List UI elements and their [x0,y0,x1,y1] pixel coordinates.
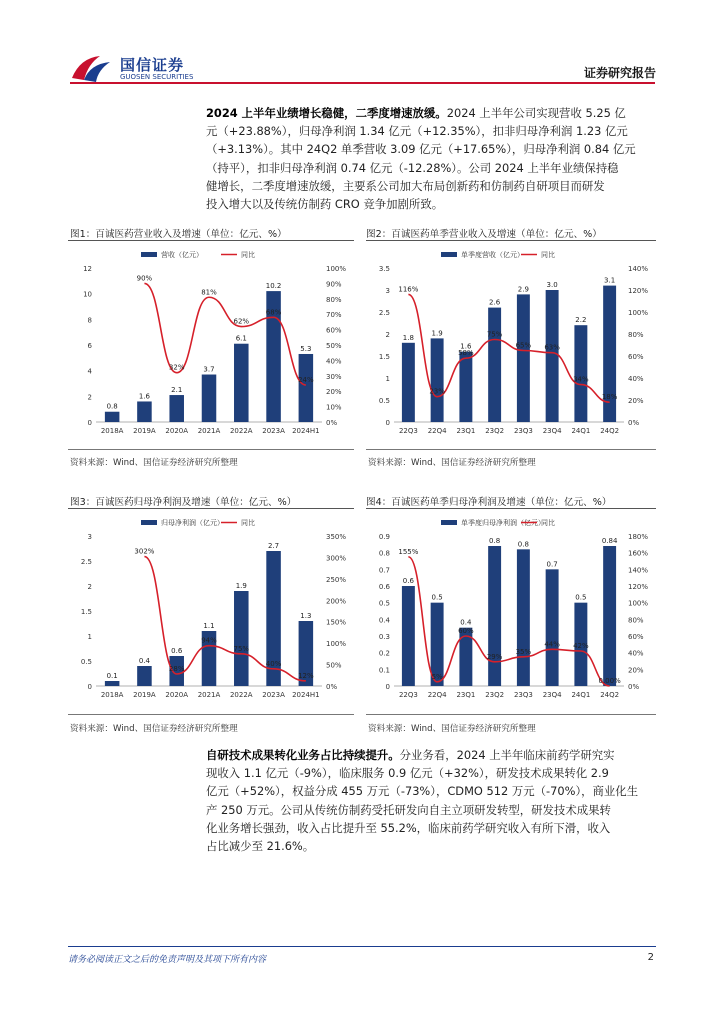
right-axis-tick: 0% [628,683,640,691]
x-tick-label: 24Q2 [600,427,620,435]
right-axis-tick: 150% [326,618,347,627]
right-axis-tick: 60% [628,633,644,641]
x-tick-label: 24Q1 [571,691,591,699]
line-data-label: 24% [298,376,314,385]
bar-data-label: 1.6 [138,392,150,401]
legend-bar-label: 归母净利润（亿元） [161,519,224,527]
bar-data-label: 2.7 [268,542,280,550]
line-data-label: 12% [298,671,314,680]
x-tick-label: 2021A [197,427,221,435]
para2-line: 产 250 万元。公司从传统仿制药受托研发向自主立项研发转型，研发技术成果转 [206,802,611,817]
para2-bold: 自研技术成果转化业务占比持续提升。 [206,748,400,762]
right-axis-tick: 20% [326,388,342,397]
bar-data-label: 0.84 [601,537,618,545]
legend-bar-label: 营收（亿元） [161,251,203,259]
fig1-source: 资料来源：Wind、国信证券经济研究所整理 [70,458,238,468]
para2-line: 亿元（+52%），权益分成 455 万元（-73%），CDMO 512 万元（-70%），商业化生 [206,784,639,799]
bar [137,666,152,686]
left-axis-tick: 6 [87,342,92,350]
right-axis-tick: 250% [326,575,347,584]
left-axis-tick: 0 [87,683,92,691]
right-axis-tick: 40% [628,375,644,383]
x-tick-label: 2019A [133,427,156,435]
line-data-label: 75% [233,644,250,653]
right-axis-tick: 140% [628,566,649,575]
line-data-label: 62% [233,317,250,326]
x-tick-label: 23Q2 [485,427,505,435]
bar [546,569,559,686]
bar-data-label: 1.8 [402,333,414,342]
chart-netprofit-quarterly [366,512,656,708]
right-axis-tick: 40% [628,649,644,658]
bar [574,325,587,422]
line-data-label: 60% [458,627,474,635]
para1-line: （持平），扣非归母净利润 0.74 亿元（-12.28%）。公司 2024 上半年业绩保持稳 [206,160,619,175]
bar [169,395,184,422]
left-axis-tick: 1.5 [80,608,92,616]
legend-line-label: 同比 [541,519,555,527]
para1-line: （+3.13%）。其中 24Q2 单季营收 3.09 亿元（+17.65%），归母净利润 0.84 亿元 [206,142,636,157]
right-axis-tick: 100% [326,265,347,273]
fig2-source: 资料来源：Wind、国信证券经济研究所整理 [368,458,536,468]
left-axis-tick: 0.6 [378,583,390,591]
bar-data-label: 0.7 [546,560,558,569]
legend-bar-label: 单季度营收（亿元） [461,251,524,259]
bar-data-label: 1.6 [460,342,472,351]
left-axis-tick: 0.2 [378,649,390,658]
right-axis-tick: 80% [326,295,342,304]
line-data-label: 94% [201,636,217,645]
right-axis-tick: 40% [326,357,342,366]
bar [488,308,501,422]
right-axis-tick: 100% [628,599,649,608]
bar-data-label: 0.5 [575,593,587,602]
para2-line: 现收入 1.1 亿元（-9%），临床服务 0.9 亿元（+32%），研发技术成果转化 2.9 [206,766,609,781]
chart-revenue-annual [68,244,354,444]
para2-line: 化业务增长强劲，收入占比提升至 55.2%，临床前药学研究收入有所下滑，收入 [206,820,611,835]
right-axis-tick: 50% [326,661,342,670]
line-data-label: 65% [515,341,532,350]
right-axis-tick: 120% [628,287,649,295]
right-axis-tick: 60% [628,353,644,361]
bar [603,546,616,686]
right-axis-tick: 70% [326,311,342,320]
bar-data-label: 0.4 [138,657,150,665]
legend-line-label: 同比 [541,251,555,259]
x-tick-label: 2019A [133,691,156,699]
report-type: 证券研究报告 [583,66,656,80]
left-axis-tick: 10 [83,290,92,299]
bar [234,344,249,422]
x-tick-label: 22Q4 [427,691,447,699]
left-axis-tick: 0.5 [80,658,92,666]
bar-data-label: 3.0 [546,281,558,289]
right-axis-tick: 20% [628,397,644,405]
x-tick-label: 2024H1 [292,691,320,699]
right-axis-tick: 10% [326,403,342,412]
line-data-label: 18% [601,393,618,402]
right-axis-tick: 30% [326,372,342,381]
x-tick-label: 24Q2 [600,691,620,699]
left-axis-tick: 8 [87,316,92,325]
right-axis-tick: 60% [326,326,342,335]
right-axis-tick: 300% [326,554,347,563]
right-axis-tick: 80% [628,331,644,339]
x-tick-label: 2018A [100,691,124,699]
bar [488,546,501,686]
left-axis-tick: 2 [87,583,92,591]
x-tick-label: 24Q1 [571,427,591,435]
line-data-label: 35% [515,647,532,656]
left-axis-tick: 0.5 [378,397,390,405]
left-axis-tick: 3.5 [378,265,390,273]
legend-bar-swatch [441,252,457,257]
para1-line: 元（+23.88%），归母净利润 1.34 亿元（+12.35%），扣非归母净利润 1.23 亿元 [206,124,628,139]
bar-data-label: 3.1 [604,276,616,285]
x-tick-label: 23Q2 [485,691,505,699]
left-axis-tick: 0.9 [378,533,390,541]
right-axis-tick: 140% [628,265,649,273]
x-tick-label: 23Q4 [542,691,562,699]
x-tick-label: 2024H1 [292,427,320,435]
right-axis-tick: 200% [326,597,347,606]
bar [402,586,415,686]
left-axis-tick: 0 [385,683,390,691]
right-axis-tick: 90% [326,280,342,289]
left-axis-tick: 2 [87,393,92,402]
bar-data-label: 2.1 [171,386,183,395]
bar-data-label: 0.4 [460,618,472,627]
bar [402,343,415,422]
bar-data-label: 0.8 [106,402,118,411]
bar-data-label: 1.1 [203,622,215,630]
guosen-logo [70,52,205,84]
line-data-label: 5% [431,672,443,681]
bar-data-label: 2.6 [489,298,501,307]
right-axis-tick: 80% [628,616,644,625]
bar-data-label: 1.9 [431,329,443,338]
guosen-logo-icon [70,52,116,84]
para2-line: 占比减少至 21.6%。 [206,839,315,854]
line-data-label: 32% [168,363,185,372]
bar [517,294,530,422]
bar [431,338,444,422]
fig3-source: 资料来源：Wind、国信证券经济研究所整理 [70,724,238,734]
chart-revenue-quarterly [366,244,656,444]
line-data-label: 58% [458,349,474,358]
x-tick-label: 23Q3 [513,427,533,435]
para2-line: 分业务看，2024 上半年临床前药学研究实 [399,748,615,762]
right-axis-tick: 350% [326,533,347,541]
right-axis-tick: 0% [326,419,338,427]
bar-data-label: 3.7 [203,365,215,374]
line-data-label: 81% [201,288,217,297]
bar [546,290,559,422]
yoy-line [144,557,305,681]
left-axis-tick: 0 [385,419,390,427]
left-axis-tick: 3 [385,287,390,295]
bar [137,401,152,422]
left-axis-tick: 1 [385,375,390,383]
para1-line: 投入增大以及传统仿制药 CRO 竞争加剧所致。 [206,197,444,212]
fig4-source: 资料来源：Wind、国信证券经济研究所整理 [368,724,536,734]
line-data-label: 42% [573,642,589,650]
x-tick-label: 23Q1 [456,691,476,699]
bar [299,354,314,422]
bar [234,591,249,686]
bar [459,352,472,422]
line-data-label: 34% [573,375,589,384]
right-axis-tick: 20% [628,666,644,675]
x-tick-label: 22Q3 [398,691,418,699]
left-axis-tick: 3 [87,533,92,541]
x-tick-label: 2021A [197,691,221,699]
left-axis-tick: 0.4 [378,616,390,625]
line-data-label: 68% [265,308,282,317]
bar-data-label: 0.6 [171,647,183,655]
bar-data-label: 1.9 [235,582,247,590]
legend-line-label: 同比 [241,519,255,527]
x-tick-label: 23Q1 [456,427,476,435]
bar-data-label: 5.3 [300,344,312,353]
fig3-title: 图3：百诚医药归母净利润及增速（单位：亿元、%） [70,497,297,508]
fig3-top-rule [68,508,354,509]
fig1-top-rule [68,240,354,241]
left-axis-tick: 2.5 [80,558,92,566]
bar [105,681,120,686]
left-axis-tick: 0.5 [378,599,390,608]
line-data-label: 63% [544,343,560,352]
fig1-bottom-rule [68,449,354,450]
right-axis-tick: 180% [628,533,649,541]
line-data-label: 29% [486,652,503,661]
line-data-label: 0.00% [598,677,621,685]
left-axis-tick: 0.7 [378,566,390,575]
bar-data-label: 0.5 [431,593,443,602]
x-tick-label: 23Q3 [513,691,533,699]
right-axis-tick: 50% [326,342,342,350]
bar-data-label: 6.1 [235,334,247,343]
x-tick-label: 2020A [165,427,189,435]
x-tick-label: 2022A [229,691,253,699]
x-tick-label: 2023A [262,691,285,699]
legend-bar-swatch [441,520,457,525]
left-axis-tick: 0.8 [378,549,390,558]
fig1-title: 图1：百诚医药营业收入及增速（单位：亿元、%） [70,229,287,240]
bar [202,375,217,422]
line-data-label: 90% [136,274,153,283]
legend-bar-label: 单季度归母净利润（亿元） [461,519,545,527]
bar-data-label: 0.6 [402,577,414,585]
fig4-title: 图4：百诚医药单季归母净利润及增速（单位：亿元、%） [366,497,612,508]
para1-line: 健增长，二季度增速放缓，主要系公司加大布局创新药和仿制药自研项目而研发 [206,178,605,193]
x-tick-label: 2020A [165,691,189,699]
line-data-label: 155% [398,547,419,556]
footer-rule [68,946,656,947]
right-axis-tick: 160% [628,549,649,558]
bar-data-label: 10.2 [265,282,282,291]
line-data-label: 40% [265,659,282,668]
x-tick-label: 2022A [229,427,253,435]
fig4-top-rule [366,508,656,509]
x-tick-label: 23Q4 [542,427,562,435]
logo-cn: 国信证券 [120,56,185,74]
right-axis-tick: 100% [326,640,347,649]
page-number: 2 [647,952,654,963]
left-axis-tick: 0 [87,419,92,427]
x-tick-label: 22Q3 [398,427,418,435]
fig2-title: 图2：百诚医药单季营业收入及增速（单位：亿元、%） [366,229,602,240]
footer-disclaimer: 请务必阅读正文之后的免责声明及其项下所有内容 [68,955,267,965]
line-data-label: 44% [544,640,560,649]
fig3-bottom-rule [68,714,354,715]
x-tick-label: 2018A [100,427,124,435]
line-data-label: 302% [134,547,155,556]
bar-data-label: 0.8 [489,537,501,545]
paragraph-business [206,746,652,855]
right-axis-tick: 100% [628,309,649,317]
left-axis-tick: 12 [83,265,92,273]
fig4-bottom-rule [366,714,656,715]
bar-data-label: 2.2 [575,316,587,325]
legend-line-label: 同比 [241,251,255,259]
bar-data-label: 0.1 [106,672,118,680]
x-tick-label: 2023A [262,427,285,435]
legend-bar-swatch [141,252,157,257]
line-data-label: 23% [429,387,445,396]
legend-bar-swatch [141,520,157,525]
right-axis-tick: 120% [628,583,649,591]
para1-line: 2024 上半年公司实现营收 5.25 亿 [446,106,626,120]
chart-netprofit-annual [68,512,354,708]
left-axis-tick: 0.3 [378,633,390,641]
header-rule [70,82,655,84]
bar-data-label: 2.9 [517,285,529,294]
fig2-top-rule [366,240,656,241]
bar-data-label: 0.8 [517,540,529,549]
left-axis-tick: 2.5 [378,309,390,317]
logo-en: GUOSEN SECURITIES [120,73,194,81]
paragraph-performance [206,104,652,213]
left-axis-tick: 1.5 [378,353,390,361]
right-axis-tick: 0% [628,419,640,427]
fig2-bottom-rule [366,449,656,450]
line-data-label: 116% [398,285,419,294]
left-axis-tick: 4 [87,367,92,376]
bar-data-label: 1.3 [300,612,312,620]
line-data-label: 28% [168,665,185,673]
left-axis-tick: 0.1 [378,666,390,675]
para1-bold: 2024 上半年业绩增长稳健，二季度增速放缓。 [206,106,447,120]
bar [517,549,530,686]
left-axis-tick: 1 [87,633,92,641]
x-tick-label: 22Q4 [427,427,447,435]
line-data-label: 75% [486,330,503,339]
left-axis-tick: 2 [385,331,390,339]
bar [105,412,120,422]
right-axis-tick: 0% [326,683,338,691]
